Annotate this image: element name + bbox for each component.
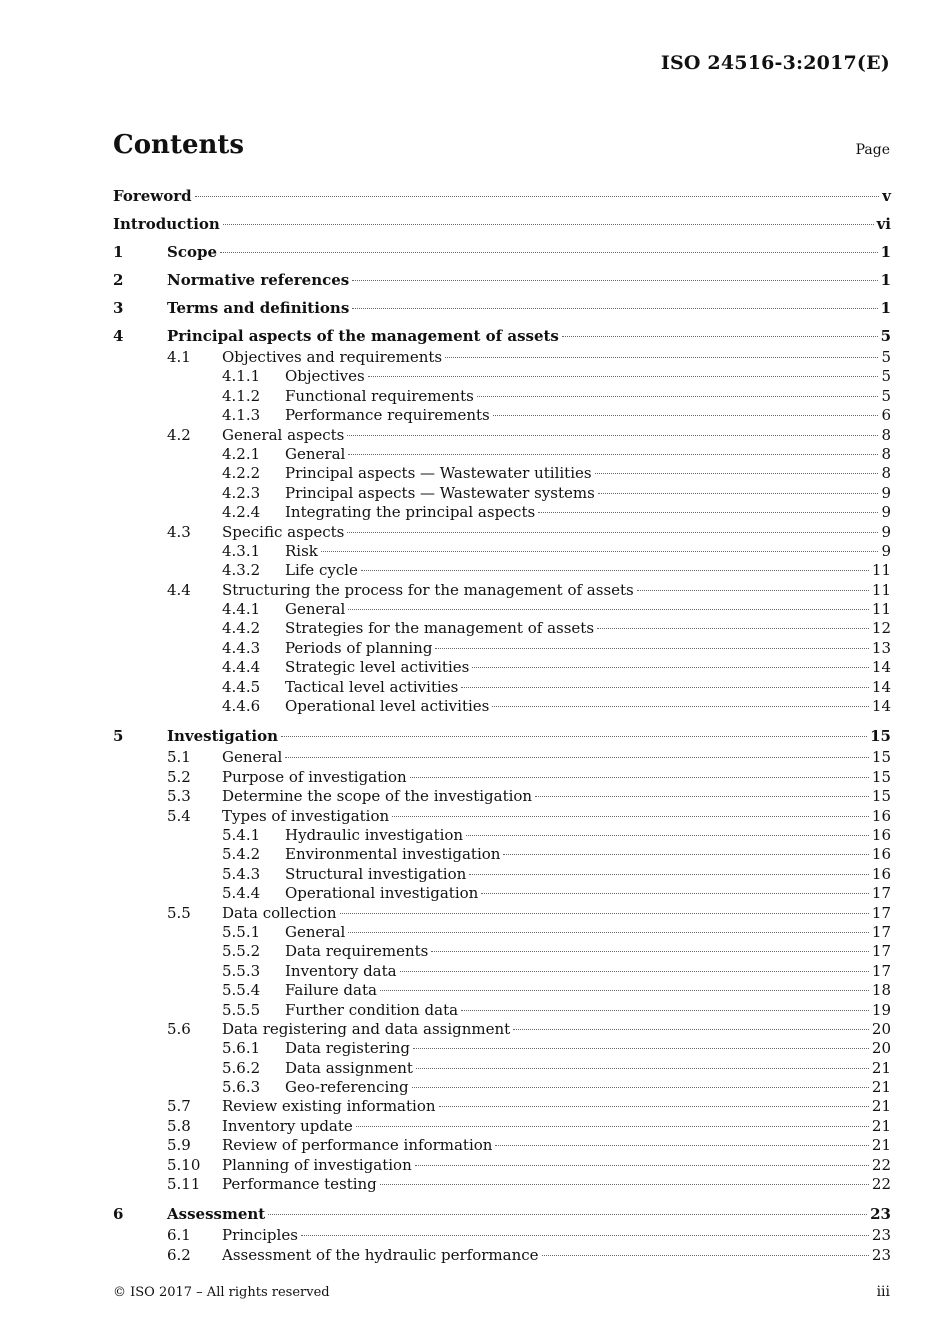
toc-entry-title: Data registering and data assignment: [222, 1019, 511, 1038]
toc-entry[interactable]: [113, 212, 891, 236]
toc-entry-page: 11: [871, 561, 891, 580]
dot-leader: [598, 493, 879, 494]
toc-entry-number: 3: [113, 299, 124, 317]
dot-leader: [223, 224, 874, 225]
toc-entry[interactable]: [113, 464, 891, 483]
toc-entry-title: Structural investigation: [285, 864, 467, 883]
toc-entry-number: 5.6.3: [222, 1078, 261, 1097]
toc-entry-page: 6: [881, 406, 891, 425]
toc-entry[interactable]: [113, 1059, 891, 1078]
dot-leader: [542, 1255, 869, 1256]
dot-leader: [268, 1214, 867, 1215]
toc-entry[interactable]: [113, 600, 891, 619]
dot-leader: [595, 473, 879, 474]
toc-entry-page: 22: [871, 1155, 891, 1174]
dot-leader: [431, 951, 869, 952]
dot-leader: [348, 454, 878, 455]
toc-entry-title: Hydraulic investigation: [285, 825, 464, 844]
toc-entry-number: 4.3.2: [222, 561, 261, 580]
toc-entry-page: 1: [880, 268, 891, 292]
toc-entry-number: 5.4.1: [222, 825, 261, 844]
toc-entry[interactable]: [113, 426, 891, 445]
toc-entry[interactable]: [113, 268, 891, 292]
table-of-contents: [113, 184, 891, 1265]
toc-entry-title: Review of performance information: [222, 1136, 493, 1155]
toc-entry-page: 9: [881, 541, 891, 560]
dot-leader: [439, 1106, 869, 1107]
toc-entry-title: Tactical level activities: [285, 677, 459, 696]
toc-entry[interactable]: [113, 639, 891, 658]
dot-leader: [538, 512, 878, 513]
toc-entry-page: 5: [881, 386, 891, 405]
toc-entry-title: General: [285, 922, 346, 941]
toc-entry-page: 21: [871, 1097, 891, 1116]
toc-entry[interactable]: [113, 348, 891, 367]
toc-entry-page: 8: [881, 425, 891, 444]
dot-leader: [352, 308, 877, 309]
toc-entry-page: 14: [871, 677, 891, 696]
dot-leader: [392, 816, 869, 817]
toc-entry-page: 19: [871, 1000, 891, 1019]
toc-entry[interactable]: [113, 184, 891, 208]
toc-entry-number: 5: [113, 727, 124, 746]
dot-leader: [195, 196, 880, 197]
toc-entry-title: Data registering: [285, 1039, 410, 1058]
toc-entry-title: Strategic level activities: [285, 658, 470, 677]
toc-entry[interactable]: [113, 1136, 891, 1155]
toc-entry-number: 4.2.1: [222, 444, 261, 463]
toc-entry-title: Data assignment: [285, 1058, 413, 1077]
toc-entry-number: 5.4.3: [222, 864, 261, 883]
toc-entry-page: 21: [871, 1116, 891, 1135]
toc-entry-title: Principles: [222, 1226, 298, 1245]
toc-entry-title: Principal aspects — Wastewater systems: [285, 483, 595, 502]
toc-entry-page: 15: [871, 748, 891, 767]
dot-leader: [472, 667, 869, 668]
toc-entry-title: Review existing information: [222, 1097, 436, 1116]
toc-entry-number: 5.4.2: [222, 845, 261, 864]
toc-entry[interactable]: [113, 845, 891, 864]
toc-entry-title: Environmental investigation: [285, 845, 501, 864]
toc-entry-title: Operational investigation: [285, 884, 479, 903]
toc-entry[interactable]: [113, 1175, 891, 1194]
toc-entry[interactable]: [113, 1226, 891, 1245]
toc-entry-number: 5.11: [167, 1175, 201, 1194]
dot-leader: [435, 648, 868, 649]
dot-leader: [352, 280, 877, 281]
dot-leader: [347, 435, 878, 436]
toc-entry[interactable]: [113, 724, 891, 748]
toc-entry[interactable]: [113, 904, 891, 923]
toc-entry-page: 23: [869, 1202, 891, 1226]
document-code: ISO 24516-3:2017(E): [660, 52, 890, 74]
dot-leader: [477, 396, 879, 397]
toc-entry-page: 23: [871, 1245, 891, 1264]
dot-leader: [493, 415, 879, 416]
toc-entry-title: Introduction: [113, 212, 221, 236]
toc-entry-number: 5.10: [167, 1155, 201, 1174]
toc-entry-title: Strategies for the management of assets: [285, 619, 595, 638]
toc-entry-page: 5: [880, 324, 891, 348]
dot-leader: [513, 1029, 869, 1030]
toc-entry-page: 17: [871, 903, 891, 922]
toc-entry-title: Further condition data: [285, 1000, 459, 1019]
toc-entry-number: 4.1.1: [222, 367, 261, 386]
toc-entry-number: 4.1.3: [222, 406, 261, 425]
toc-entry-page: 21: [871, 1058, 891, 1077]
dot-leader: [461, 687, 869, 688]
toc-entry[interactable]: [113, 619, 891, 638]
toc-entry-number: 5.2: [167, 767, 191, 786]
dot-leader: [597, 628, 869, 629]
toc-entry-page: 11: [871, 580, 891, 599]
dot-leader: [415, 1165, 869, 1166]
toc-entry-number: 6: [113, 1205, 124, 1224]
toc-entry-number: 5.6.1: [222, 1039, 261, 1058]
toc-entry-page: 14: [871, 658, 891, 677]
toc-entry-number: 5.4.4: [222, 884, 261, 903]
toc-entry-title: Geo-referencing: [285, 1078, 409, 1097]
toc-entry[interactable]: [113, 826, 891, 845]
toc-entry[interactable]: [113, 1202, 891, 1226]
toc-entry[interactable]: [113, 962, 891, 981]
toc-entry[interactable]: [113, 1246, 891, 1265]
toc-entry-title: Data collection: [222, 903, 337, 922]
dot-leader: [410, 777, 869, 778]
toc-entry-title: Normative references: [167, 268, 350, 292]
dot-leader: [348, 932, 869, 933]
dot-leader: [281, 736, 867, 737]
dot-leader: [348, 609, 869, 610]
toc-entry-page: 23: [871, 1226, 891, 1245]
toc-entry-title: Principal aspects — Wastewater utilities: [285, 464, 592, 483]
toc-entry[interactable]: [113, 787, 891, 806]
toc-entry-title: Functional requirements: [285, 386, 474, 405]
dot-leader: [469, 874, 869, 875]
toc-entry-page: v: [881, 184, 891, 208]
toc-entry-page: 16: [871, 806, 891, 825]
toc-entry[interactable]: [113, 658, 891, 677]
toc-entry[interactable]: [113, 697, 891, 716]
toc-entry[interactable]: [113, 678, 891, 697]
toc-entry-number: 1: [113, 243, 124, 261]
toc-entry-page: 9: [881, 503, 891, 522]
toc-entry-number: 5.6.2: [222, 1058, 261, 1077]
toc-entry-title: Integrating the principal aspects: [285, 503, 536, 522]
toc-entry-number: 5.6: [167, 1019, 191, 1038]
toc-entry-page: 21: [871, 1078, 891, 1097]
toc-entry[interactable]: [113, 367, 891, 386]
toc-entry-title: Performance requirements: [285, 406, 490, 425]
toc-entry-page: 11: [871, 600, 891, 619]
toc-entry-number: 4.4.6: [222, 697, 261, 716]
toc-entry-title: Periods of planning: [285, 638, 433, 657]
toc-entry-number: 4.4.4: [222, 658, 261, 677]
toc-entry-number: 5.5.5: [222, 1000, 261, 1019]
dot-leader: [361, 570, 869, 571]
toc-entry-page: 8: [881, 464, 891, 483]
toc-entry-number: 4.2.3: [222, 483, 261, 502]
toc-entry-number: 4.2.2: [222, 464, 261, 483]
dot-leader: [466, 835, 869, 836]
toc-entry-number: 5.3: [167, 787, 191, 806]
toc-entry-page: 9: [881, 522, 891, 541]
dot-leader: [220, 252, 878, 253]
toc-entry[interactable]: [113, 1156, 891, 1175]
dot-leader: [380, 1184, 869, 1185]
toc-entry-number: 5.1: [167, 748, 191, 767]
toc-entry-page: 5: [881, 367, 891, 386]
dot-leader: [347, 532, 878, 533]
toc-entry-number: 5.4: [167, 806, 191, 825]
toc-entry-number: 4.4.1: [222, 600, 261, 619]
dot-leader: [285, 757, 869, 758]
toc-entry-page: 17: [871, 922, 891, 941]
toc-entry-title: General: [285, 444, 346, 463]
dot-leader: [380, 990, 869, 991]
toc-entry-title: Inventory data: [285, 961, 397, 980]
dot-leader: [492, 706, 869, 707]
toc-entry-title: Performance testing: [222, 1175, 377, 1194]
dot-leader: [445, 357, 878, 358]
toc-entry[interactable]: [113, 503, 891, 522]
toc-entry-title: Determine the scope of the investigation: [222, 787, 533, 806]
toc-entry-page: 5: [881, 348, 891, 366]
toc-entry-number: 4.1.2: [222, 386, 261, 405]
toc-entry[interactable]: [113, 1117, 891, 1136]
toc-entry-title: Planning of investigation: [222, 1155, 412, 1174]
dot-leader: [301, 1235, 869, 1236]
toc-entry[interactable]: [113, 581, 891, 600]
toc-entry-number: 6.1: [167, 1226, 191, 1245]
toc-entry-page: 15: [871, 767, 891, 786]
toc-entry-number: 5.5.3: [222, 961, 261, 980]
dot-leader: [416, 1068, 869, 1069]
toc-entry[interactable]: [113, 923, 891, 942]
toc-entry[interactable]: [113, 865, 891, 884]
toc-entry-number: 4: [113, 327, 124, 345]
dot-leader: [461, 1010, 869, 1011]
toc-entry-title: Specific aspects: [222, 522, 345, 541]
toc-entry-number: 5.5: [167, 903, 191, 922]
toc-entry-title: Assessment: [167, 1202, 266, 1226]
toc-entry-title: Structuring the process for the management of assets: [222, 580, 634, 599]
toc-entry-title: Scope: [167, 240, 218, 264]
toc-entry-page: 17: [871, 884, 891, 903]
toc-entry-title: Inventory update: [222, 1116, 353, 1135]
toc-entry[interactable]: [113, 324, 891, 348]
toc-entry[interactable]: [113, 1078, 891, 1097]
toc-entry-title: Terms and definitions: [167, 296, 350, 320]
toc-entry[interactable]: [113, 445, 891, 464]
toc-entry[interactable]: [113, 523, 891, 542]
toc-entry-number: 4.4: [167, 580, 191, 599]
toc-entry-number: 4.3.1: [222, 541, 261, 560]
toc-entry-page: 14: [871, 697, 891, 716]
toc-entry-page: 17: [871, 961, 891, 980]
toc-entry[interactable]: [113, 942, 891, 961]
dot-leader: [412, 1087, 869, 1088]
toc-entry[interactable]: [113, 1020, 891, 1039]
toc-entry[interactable]: [113, 561, 891, 580]
toc-entry-page: 21: [871, 1136, 891, 1155]
dot-leader: [368, 376, 879, 377]
dot-leader: [503, 854, 868, 855]
dot-leader: [413, 1048, 869, 1049]
toc-entry[interactable]: [113, 484, 891, 503]
dot-leader: [356, 1126, 869, 1127]
dot-leader: [400, 971, 869, 972]
toc-entry-title: Assessment of the hydraulic performance: [222, 1245, 539, 1264]
dot-leader: [562, 336, 878, 337]
toc-entry-title: Objectives and requirements: [222, 348, 443, 366]
toc-entry[interactable]: [113, 884, 891, 903]
toc-entry-page: 9: [881, 483, 891, 502]
toc-entry-title: Risk: [285, 541, 318, 560]
toc-entry-page: 16: [871, 845, 891, 864]
toc-entry-number: 5.5.1: [222, 922, 261, 941]
dot-leader: [535, 796, 869, 797]
toc-entry-page: 8: [881, 444, 891, 463]
toc-entry-page: 20: [871, 1039, 891, 1058]
toc-entry-title: Operational level activities: [285, 697, 490, 716]
toc-entry-number: 6.2: [167, 1245, 191, 1264]
toc-entry[interactable]: [113, 768, 891, 787]
toc-entry[interactable]: [113, 981, 891, 1000]
toc-entry[interactable]: [113, 1001, 891, 1020]
toc-entry[interactable]: [113, 542, 891, 561]
toc-entry-number: 4.4.2: [222, 619, 261, 638]
toc-entry[interactable]: [113, 807, 891, 826]
dot-leader: [340, 913, 869, 914]
toc-entry[interactable]: [113, 406, 891, 425]
toc-entry-number: 5.5.4: [222, 981, 261, 1000]
toc-entry-number: 4.3: [167, 522, 191, 541]
toc-entry-number: 4.2: [167, 425, 191, 444]
toc-entry[interactable]: [113, 748, 891, 767]
dot-leader: [637, 590, 869, 591]
toc-entry-page: 15: [871, 787, 891, 806]
toc-entry-title: Types of investigation: [222, 806, 390, 825]
toc-entry-page: vi: [876, 212, 891, 236]
toc-entry-number: 5.5.2: [222, 942, 261, 961]
toc-entry-number: 2: [113, 271, 124, 289]
toc-entry-title: General: [285, 600, 346, 619]
toc-entry-number: 5.7: [167, 1097, 191, 1116]
toc-entry-title: Objectives: [285, 367, 365, 386]
toc-entry-page: 16: [871, 825, 891, 844]
toc-entry-title: Data requirements: [285, 942, 429, 961]
toc-entry-title: Principal aspects of the management of assets: [167, 324, 560, 348]
toc-entry-page: 17: [871, 942, 891, 961]
dot-leader: [481, 893, 869, 894]
toc-entry[interactable]: [113, 240, 891, 264]
toc-entry-title: Life cycle: [285, 561, 358, 580]
toc-entry-number: 5.9: [167, 1136, 191, 1155]
toc-entry-title: Foreword: [113, 184, 193, 208]
toc-entry-page: 20: [871, 1019, 891, 1038]
toc-entry-page: 12: [871, 619, 891, 638]
dot-leader: [321, 551, 879, 552]
copyright-notice: © ISO 2017 – All rights reserved: [113, 1285, 330, 1300]
toc-entry-page: 22: [871, 1175, 891, 1194]
toc-entry[interactable]: [113, 296, 891, 320]
toc-entry-title: Failure data: [285, 981, 377, 1000]
toc-entry-page: 1: [880, 240, 891, 264]
toc-entry-number: 4.1: [167, 348, 191, 366]
page-number: iii: [876, 1284, 890, 1300]
toc-entry-page: 13: [871, 638, 891, 657]
toc-entry-number: 4.4.5: [222, 677, 261, 696]
page-column-label: Page: [855, 142, 890, 158]
toc-entry-number: 4.4.3: [222, 638, 261, 657]
toc-entry-number: 4.2.4: [222, 503, 261, 522]
toc-entry-title: General aspects: [222, 425, 345, 444]
toc-entry[interactable]: [113, 1039, 891, 1058]
toc-entry[interactable]: [113, 1097, 891, 1116]
toc-entry-page: 18: [871, 981, 891, 1000]
toc-entry-number: 5.8: [167, 1116, 191, 1135]
dot-leader: [495, 1145, 868, 1146]
toc-entry-page: 16: [871, 864, 891, 883]
toc-entry-page: 1: [880, 296, 891, 320]
toc-entry[interactable]: [113, 387, 891, 406]
toc-entry-page: 15: [869, 724, 891, 748]
toc-entry-title: General: [222, 748, 283, 767]
page-title: Contents: [113, 130, 245, 160]
toc-entry-title: Purpose of investigation: [222, 767, 407, 786]
toc-entry-title: Investigation: [167, 724, 279, 748]
